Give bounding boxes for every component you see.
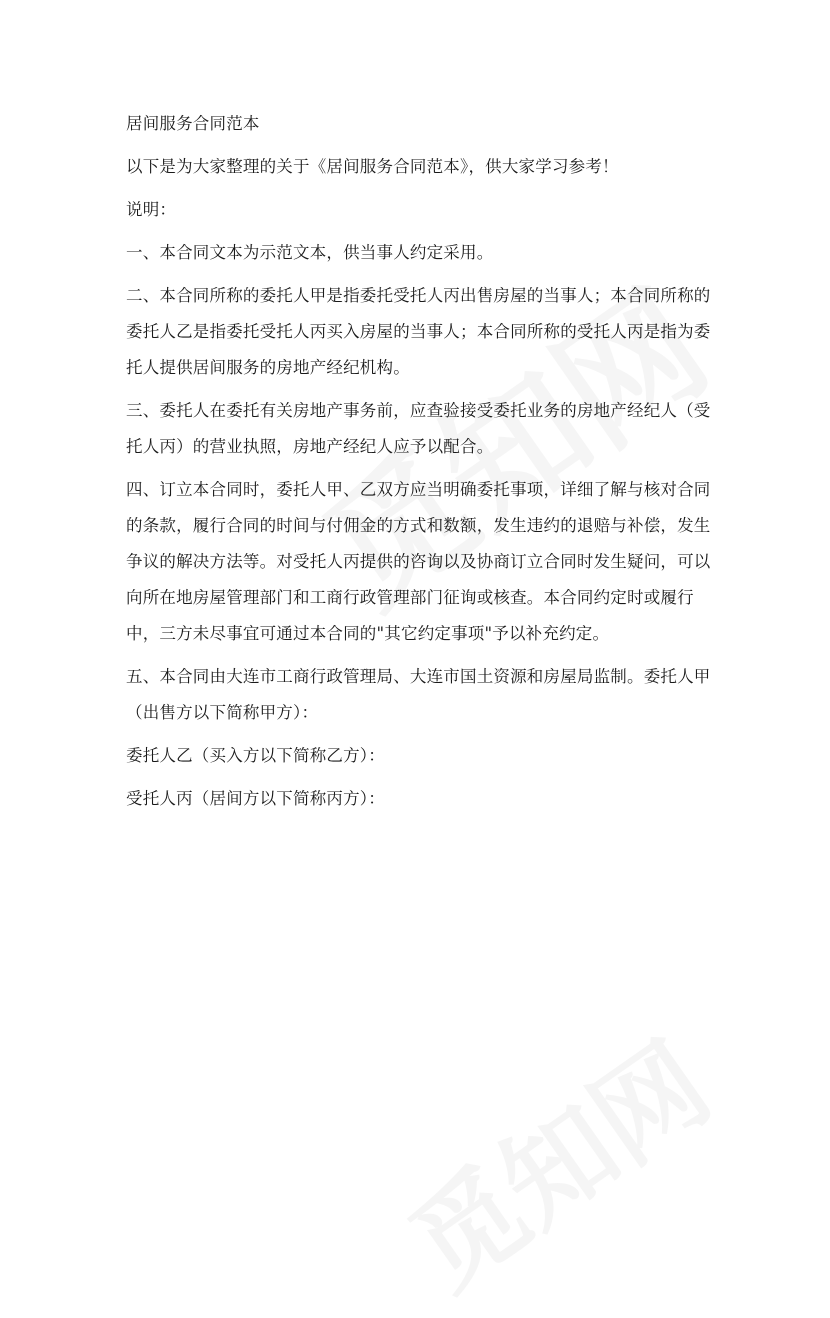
document-title: 居间服务合同范本 bbox=[126, 114, 260, 133]
clause-4: 四、订立本合同时，委托人甲、乙双方应当明确委托事项，详细了解与核对合同的条款，履行合同的时间与付佣金的方式和数额，发生违约的退赔与补偿，发生争议的解决方法等。对受托人丙提供的咨询以及协商订立合同时发生疑问，可以向所在地房屋管理部门和工商行政管理部门征询或核查。本合同约定时或履行中，三方未尽事宜可通过本合同的"其它约定事项"予以补充约定。 bbox=[126, 480, 711, 643]
intro-paragraph: 以下是为大家整理的关于《居间服务合同范本》，供大家学习参考！ bbox=[126, 157, 619, 176]
party-b-line: 委托人乙（买入方以下简称乙方）： bbox=[126, 746, 385, 765]
watermark-text-bottom bbox=[375, 1000, 736, 1318]
note-heading: 说明： bbox=[126, 200, 177, 219]
clause-3: 三、委托人在委托有关房地产事务前，应查验接受委托业务的房地产经纪人（受托人丙）的营业执照，房地产经纪人应予以配合。 bbox=[126, 401, 711, 456]
party-c-line: 受托人丙（居间方以下简称丙方）： bbox=[126, 789, 385, 808]
clause-2: 二、本合同所称的委托人甲是指委托受托人丙出售房屋的当事人；本合同所称的委托人乙是指委托受托人丙买入房屋的当事人；本合同所称的受托人丙是指为委托人提供居间服务的房地产经纪机构。 bbox=[126, 286, 711, 377]
clause-1: 一、本合同文本为示范文本，供当事人约定采用。 bbox=[126, 243, 494, 262]
clause-5: 五、本合同由大连市工商行政管理局、大连市国土资源和房屋局监制。委托人甲（出售方以下简称甲方）： bbox=[126, 667, 711, 722]
document-body bbox=[126, 106, 716, 824]
